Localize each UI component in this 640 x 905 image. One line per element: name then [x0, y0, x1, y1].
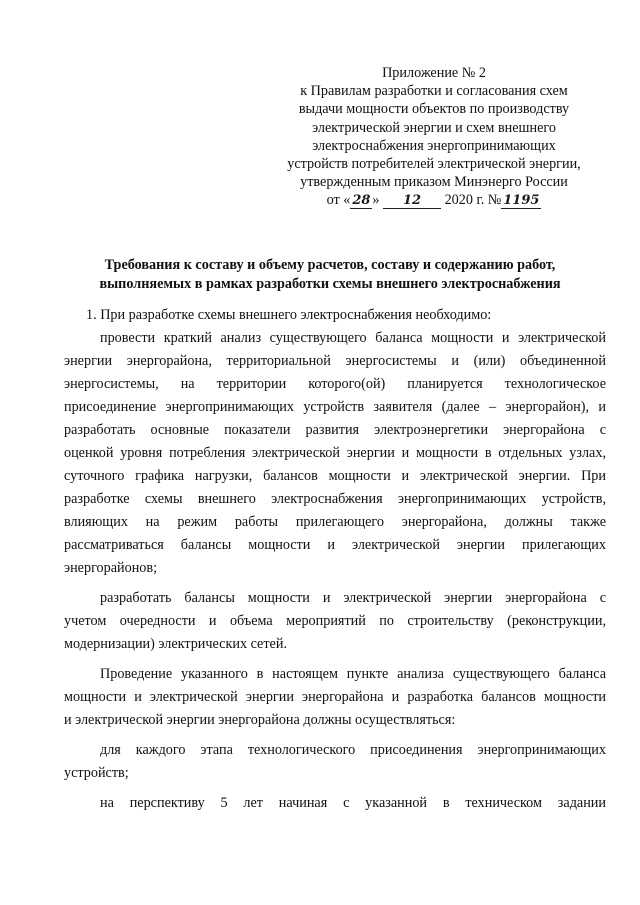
text-line: мощности и электрической энергии энергорайона и разработка балансов мощности [64, 689, 606, 705]
appendix-line: утвержденным приказом Минэнерго России [300, 174, 568, 191]
appendix-header [262, 64, 606, 210]
date-mid: » [372, 192, 380, 209]
appendix-line: устройств потребителей электрической энергии, [287, 156, 581, 173]
text-line: присоединение энергопринимающих устройств заявителя (далее – энергорайон), и [64, 399, 606, 415]
item-1-text: 1. При разработке схемы внешнего электроснабжения необходимо: [86, 307, 492, 323]
text-line: Проведение указанного в настоящем пункте анализа существующего баланса [100, 666, 606, 682]
text-line: рассматриваться балансы мощности и электрической энергии прилегающих [64, 537, 606, 553]
appendix-number: Приложение № 2 [382, 65, 486, 81]
text-line: и электрической энергии энергорайона должны осуществляться: [64, 712, 456, 728]
document-title [60, 256, 600, 293]
text-line: разработке схемы внешнего электроснабжения энергопринимающих устройств, [64, 491, 606, 507]
paragraph-balances [64, 587, 606, 656]
text-line: суточного графика нагрузки, балансов мощности и электрической энергии. При [64, 468, 606, 484]
text-line: для каждого этапа технологического присоединения энергопринимающих [100, 742, 606, 758]
text-line: учетом очередности и объема мероприятий по строительству (реконструкции, [64, 613, 606, 629]
item-1 [64, 304, 606, 327]
paragraph-conduct [64, 663, 606, 732]
paragraph-each-stage [64, 739, 606, 785]
text-line: устройств; [64, 765, 129, 781]
order-date-line [262, 191, 606, 209]
text-line: энергосистемы, на территории которого(ой) планируется технологическое [64, 376, 606, 392]
text-line: энергии энергорайона, территориальной энергосистемы и (или) объединенной [64, 353, 606, 369]
text-line: разработать основные показатели развития электроэнергетики энергорайона с [64, 422, 606, 438]
text-line: на перспективу 5 лет начиная с указанной в техническом задании [100, 795, 606, 811]
appendix-line: электрической энергии и схем внешнего [312, 119, 556, 136]
title-line-2: выполняемых в рамках разработки схемы внешнего электроснабжения [99, 275, 561, 292]
paragraph-perspective [64, 792, 606, 815]
document-body [64, 304, 606, 815]
order-number-handwritten: 1195 [503, 193, 540, 209]
text-line: влияющих на режим работы прилегающего энергорайона, должны также [64, 514, 606, 530]
appendix-line: к Правилам разработки и согласования схем [300, 83, 568, 100]
date-month-handwritten: 12 [383, 194, 441, 209]
date-day-handwritten: 28 [352, 193, 371, 209]
paragraph-analysis [64, 327, 606, 580]
date-prefix: от « [326, 192, 351, 209]
text-line: модернизации) электрических сетей. [64, 636, 287, 652]
date-year: 2020 г. № [444, 192, 502, 209]
title-line-1: Требования к составу и объему расчетов, составу и содержанию работ, [104, 257, 556, 273]
appendix-line: электроснабжения энергопринимающих [312, 137, 556, 154]
appendix-line: выдачи мощности объектов по производству [298, 101, 570, 118]
text-line: энергорайонов; [64, 560, 158, 576]
text-line: оценкой уровня потребления электрической энергии и мощности в отдельных узлах, [64, 445, 606, 461]
text-line: разработать балансы мощности и электрической энергии энергорайона с [100, 590, 606, 606]
text-line: провести краткий анализ существующего баланса мощности и электрической [100, 330, 606, 346]
